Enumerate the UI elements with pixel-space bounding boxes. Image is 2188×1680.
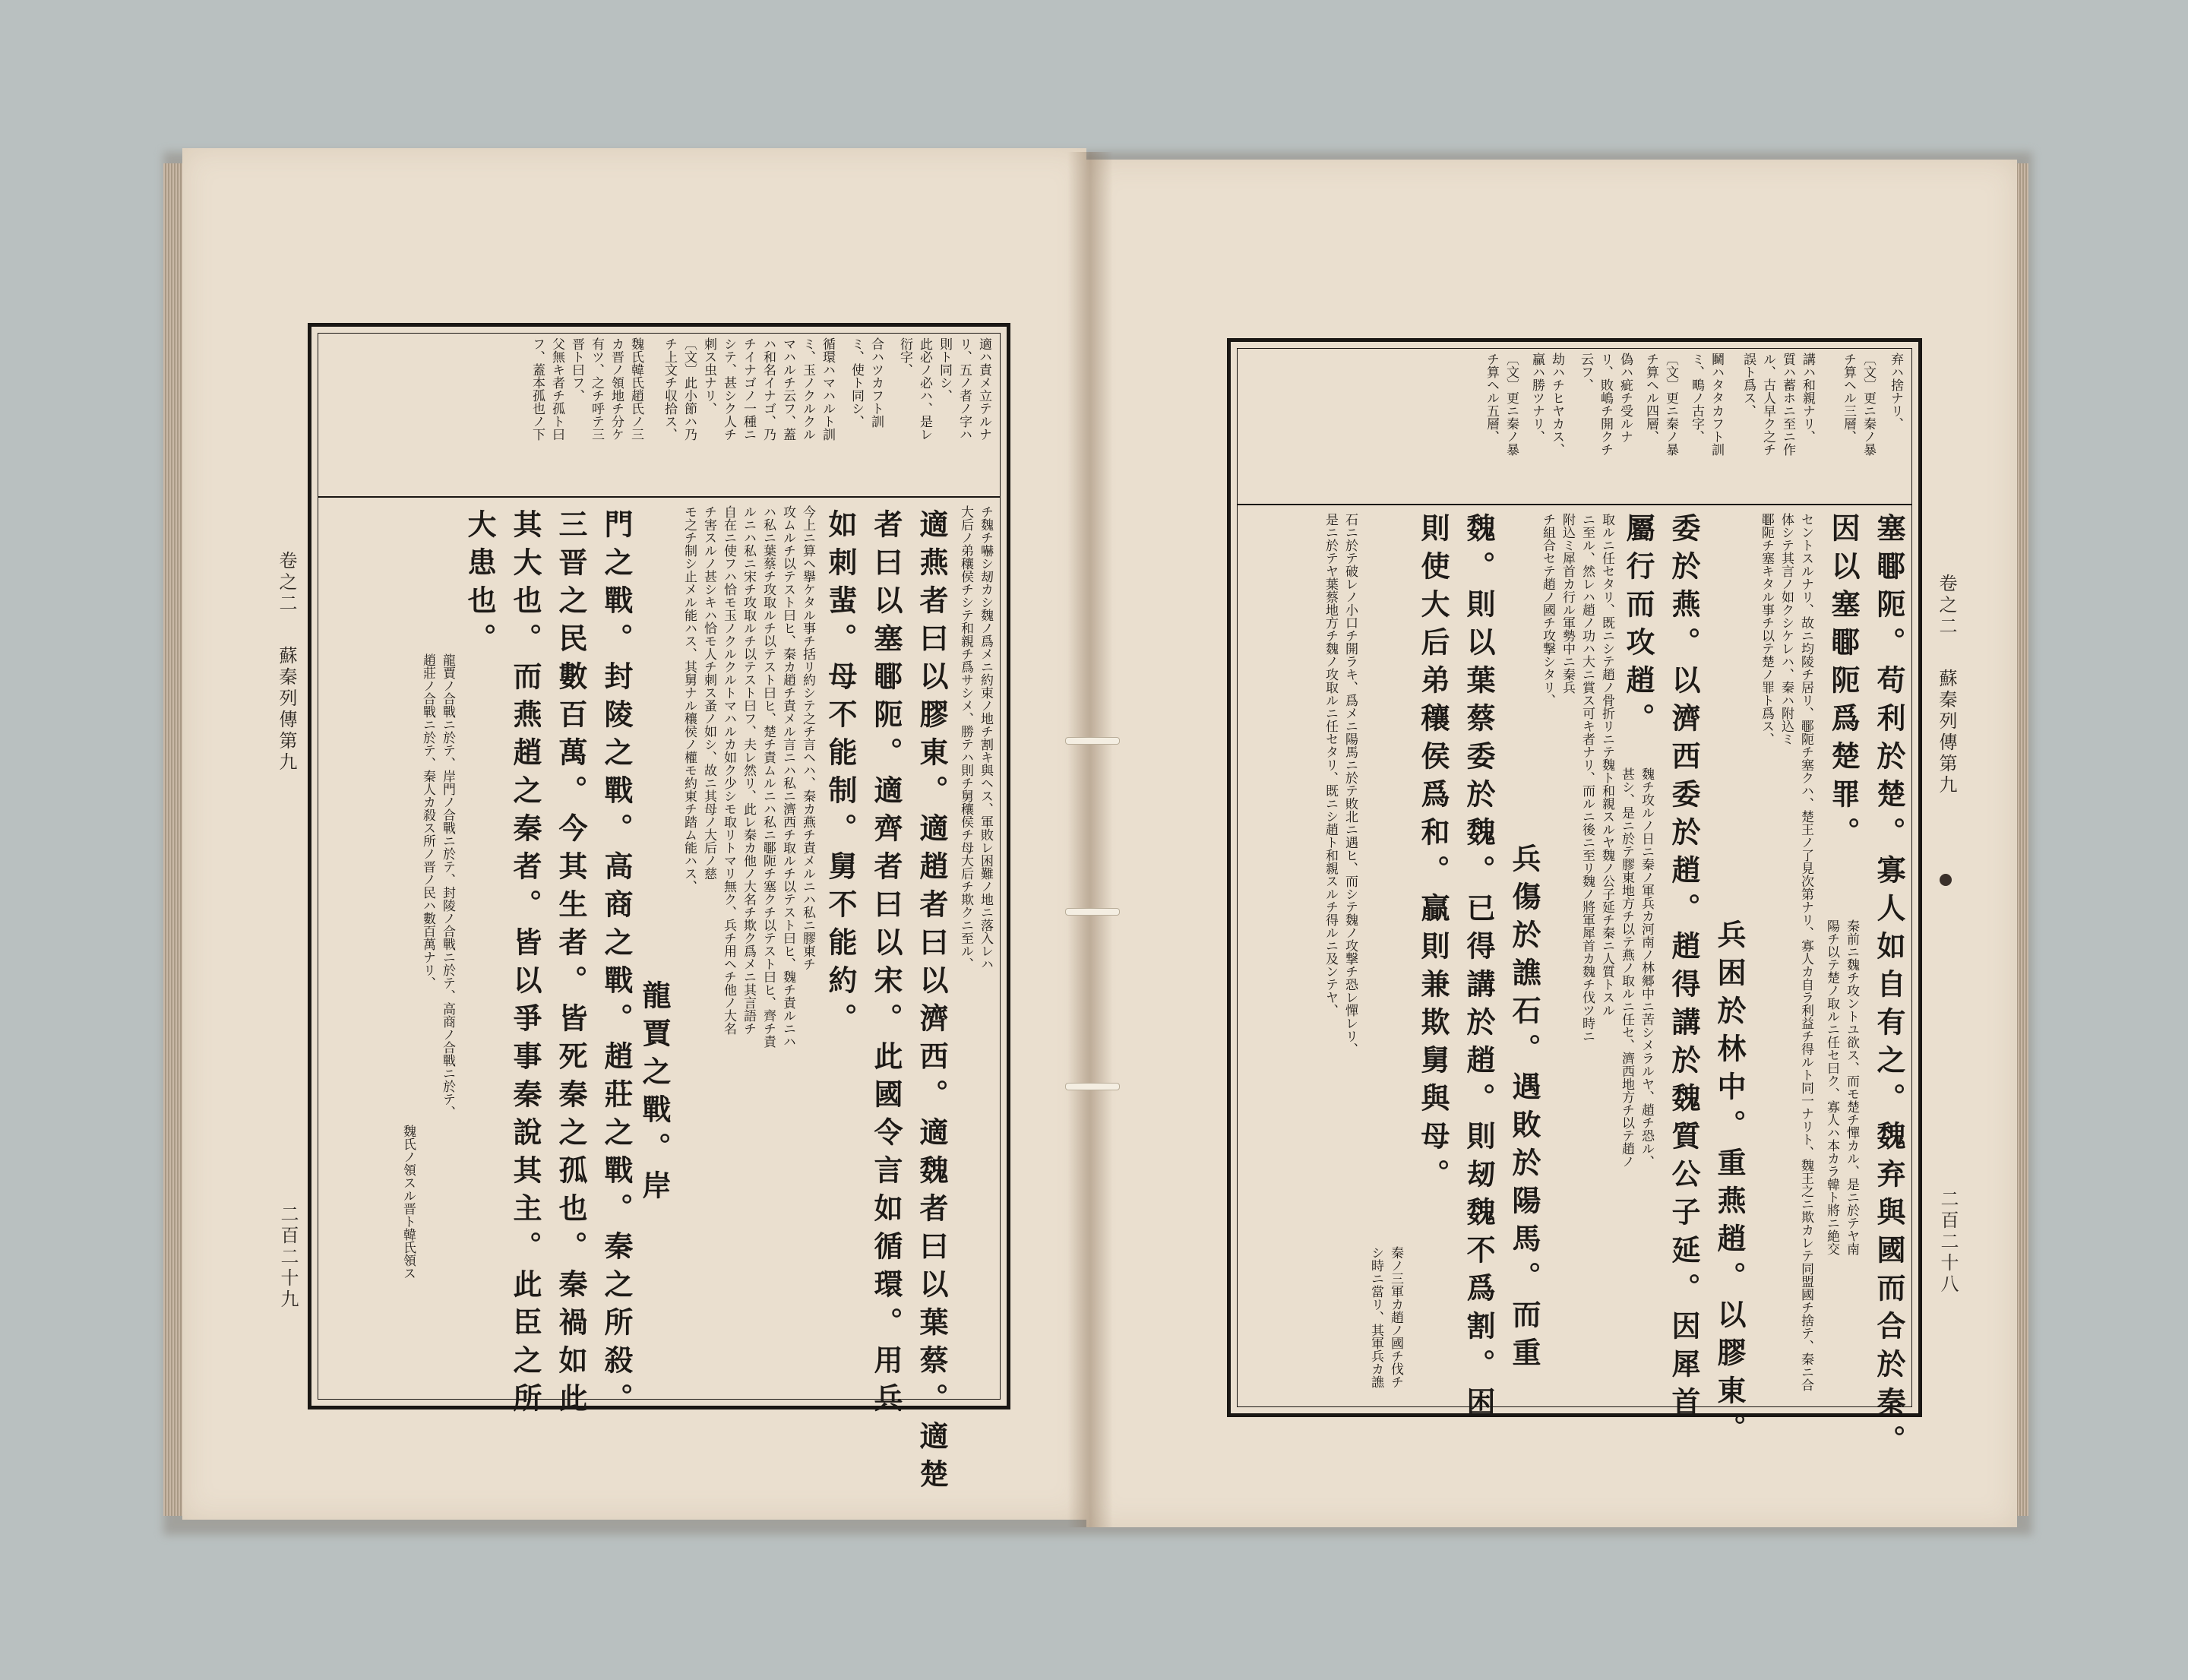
commentary-column: 今上ニ算ヘ擧ケタル事チ括リ約シテ之チ言ヘハ、秦カ燕チ責メルニハ私ニ膠東チ: [800, 505, 815, 970]
commentary-column: 秦ノ三軍カ趙ノ國チ伐チ: [1388, 1246, 1403, 1388]
main-text-column: 適燕者曰以膠東。適趙者曰以濟西。適魏者曰以葉蔡。適楚: [915, 509, 949, 1497]
right-head-notes: [1237, 348, 1912, 505]
commentary-column: チ魏チ嚇シ刼カシ魏ノ爲メニ約束ノ地チ割キ與ヘス、軍敗レ困難ノ地ニ落入レハ: [978, 505, 993, 970]
commentary-column: 鄳阨チ塞キタル事チ以テ楚ノ罪ト爲ス、: [1759, 513, 1774, 745]
page-mark-dot: [1940, 874, 1952, 886]
head-note: 贏ハ勝ツナリ、: [1529, 353, 1545, 443]
head-note: チ算ヘル五層、: [1484, 353, 1499, 443]
commentary-column: チ害スルノ甚シキハ恰モ人チ刺ス蚤ノ如シ、故ニ其母ノ大后ノ慈: [701, 505, 716, 880]
commentary-column: 秦前ニ魏チ攻ントユ欲ス、而モ楚チ憚カル、是ニ於テヤ南: [1844, 919, 1859, 1255]
head-note: 適ハ責メ立テルナ: [976, 337, 991, 441]
head-note: 衍字、: [897, 337, 912, 376]
commentary-column: 龍賈ノ合戰ニ於テ、岸門ノ合戰ニ於テ、封陵ノ合戰ニ於テ、高商ノ合戰ニ於テ、: [440, 653, 455, 1118]
head-note: 則ト同シ、: [937, 337, 952, 402]
head-note: ハ和名イナゴ、乃: [760, 337, 776, 441]
commentary-column: 是ニ於テヤ葉蔡地方チ魏ノ攻取ルニ任セタリ、既ニシ趙ト和親スルチ得ルニ及ンテヤ、: [1323, 513, 1338, 1017]
book-gutter: [1067, 152, 1113, 1527]
left-folio: 二百二十九: [277, 1204, 299, 1311]
head-note: シテ、甚シク人チ: [721, 337, 736, 441]
head-note: 父無キ者チ孤ト曰: [549, 337, 564, 441]
main-text-column: 兵困於林中。重燕趙。以膠東。: [1712, 919, 1747, 1451]
main-text-column: 大患也。: [463, 509, 497, 661]
head-note: カ晋ノ領地チ分ケ: [609, 337, 624, 441]
head-note: 誤ト爲ス、: [1741, 353, 1756, 417]
right-chapter-header: 蘇秦列傳第九: [1936, 669, 1957, 796]
head-note: チ算ヘル四層、: [1643, 353, 1658, 443]
head-note: マハルチ云フ、蓋: [780, 337, 795, 441]
commentary-column: 魏チ攻ルノ日ニ秦ノ軍兵カ河南ノ林郷中ニ苦シメラルヤ、趙チ恐ル、: [1639, 767, 1654, 1168]
head-note: 講ハ和親ナリ、: [1800, 353, 1815, 443]
main-text-column: 因以塞鄳阨爲楚罪。: [1826, 513, 1861, 855]
commentary-column: 魏氏ノ領スル晋ト韓氏領ス: [400, 1125, 416, 1280]
head-note: 有ツ、之チ呼テ三: [589, 337, 604, 441]
main-text-column: 其大也。而燕趙之秦者。皆以爭事秦說其主。此臣之所: [508, 509, 542, 1421]
head-note: 魏氏韓氏趙氏ノ三: [628, 337, 643, 441]
head-note: リ、敗嶋チ開クチ: [1598, 353, 1613, 456]
commentary-column: 石ニ於テ破レノ小口チ開ラキ、爲メニ陽馬ニ於テ敗北ニ遇ヒ、而シテ魏ノ攻撃チ恐レ憚レリ、: [1342, 513, 1358, 1055]
left-volume-header: 卷之二: [276, 551, 297, 615]
head-note: ミ、玉ノクルクル: [800, 337, 815, 441]
head-note: チ算ヘル三層、: [1841, 353, 1856, 443]
head-note: ミ、使ト同シ、: [849, 337, 864, 428]
head-note: 合ハツカフト訓: [868, 337, 884, 428]
main-text-column: 魏。則以葉蔡委於魏。已得講於趙。則刼魏不爲割。困: [1462, 513, 1496, 1425]
commentary-column: ニ至ル、然レハ趙ノ功ハ大ニ賞ス可キ者ナリ、而ルニ後ニ至リ魏ノ將軍犀首カ魏チ伐ツ時ニ: [1579, 513, 1595, 1042]
head-note: 質ハ蓄ホニ至ニ作: [1780, 353, 1795, 456]
head-note: 鬭ハタタカフト訓: [1709, 353, 1724, 456]
right-folio: 二百二十八: [1937, 1189, 1959, 1296]
main-text-column: 塞鄳阨。苟利於楚。寡人如自有之。魏弃與國而合於秦。: [1872, 513, 1906, 1463]
commentary-column: 取ルニ任セタリ、既ニシテ趙ノ骨折リニテ魏ト和親スルヤ魏ノ公子延チ秦ニ人質トスル: [1599, 513, 1614, 1017]
main-text-column: 委於燕。以濟西委於趙。趙得講於魏質公子延。因犀首: [1667, 513, 1701, 1425]
head-note: リ、五ノ者ノ字ハ: [956, 337, 972, 441]
head-note: 循環ハマハルト訓: [820, 337, 835, 441]
commentary-column: ハ私ニ葉蔡チ攻取ルチ以テスト曰ヒ、楚チ責ムルニハ私ニ鄳阨チ塞クチ以テスト曰ヒ、齊チ責: [760, 505, 776, 1048]
head-note: 偽ハ疵チ受ルナ: [1617, 353, 1633, 443]
commentary-column: セントスルナリ、故ニ均陵チ居リ、鄳阨チ塞クハ、楚王ノ了見次第ナリ、寡人カ自ラ利益チ得ルト同一ナリト、魏王之ニ欺カレテ同盟國チ捨テ、秦ニ合: [1798, 513, 1813, 1391]
commentary-column: 甚シ、是ニ於テ膠東地方チ以テ燕ノ取ルニ任セ、濟西地方チ以テ趙ノ: [1619, 767, 1634, 1168]
commentary-column: チ組合セテ趙ノ國チ攻撃シタリ、: [1540, 513, 1555, 707]
commentary-column: 陽チ以テ楚ノ取ルニ任セ曰ク、寡人ハ本カラ韓ト將ニ絶交: [1824, 919, 1839, 1255]
right-text-frame: [1227, 338, 1922, 1463]
main-text-column: 屬行而攻趙。: [1621, 513, 1655, 741]
left-head-notes: [318, 333, 1001, 498]
commentary-column: シ時ニ當リ、其軍兵カ譙: [1368, 1246, 1383, 1388]
right-volume-header: 卷之二: [1936, 574, 1957, 638]
main-text-column: 門之戰。封陵之戰。高商之戰。趙莊之戰。秦之所殺。: [599, 509, 634, 1421]
head-note: フ、蓋本孤也ノ下: [530, 337, 545, 441]
head-note: ミ、鴫ノ古字、: [1689, 353, 1704, 443]
head-note: 劫ハチヒヤカス、: [1549, 353, 1564, 456]
head-note: 弃ハ捨ナリ、: [1888, 353, 1903, 430]
head-note: 〔文〕此小節ハ乃: [681, 337, 697, 441]
head-note: チ上文チ収拾ス、: [662, 337, 677, 441]
head-note: 〔文〕更ニ秦ノ暴: [1663, 353, 1678, 456]
main-text-column: 兵傷於譙石。遇敗於陽馬。而重: [1507, 843, 1541, 1375]
head-note: 〔文〕更ニ秦ノ暴: [1861, 353, 1876, 456]
commentary-column: 大后ノ弟穰侯チシテ和親チ爲サシメ、勝テハ則チ舅穰侯チ母大后チ欺クニ至ル、: [958, 505, 973, 970]
left-chapter-header: 蘇秦列傳第九: [276, 646, 297, 774]
head-note: ル、古人早ク之チ: [1760, 353, 1775, 456]
binding-stitch: [1065, 737, 1120, 745]
head-note: チイナゴノ一種ニ: [741, 337, 756, 441]
head-note: 此必ノ必ハ、是レ: [917, 337, 932, 441]
head-note: 刺ス虫ナリ、: [701, 337, 716, 415]
commentary-column: ルニハ私ニ宋チ攻取ルチ以テスト曰フ、夫レ然リ、此レ秦カ他ノ大名チ欺ク爲メニ其言語チ: [741, 505, 756, 1035]
commentary-column: 体シテ其言ノ如クシケレハ、秦ハ附込ミ: [1779, 513, 1794, 745]
main-text-column: 者曰以塞鄳阨。適齊者曰以宋。此國令言如循環。用兵: [869, 509, 903, 1421]
commentary-column: 自在ニ使フハ恰モ玉ノクルクルトマハルカ如ク少シモ取リトマリ無ク、兵チ用ヘチ他ノ大名: [721, 505, 736, 1035]
binding-stitch: [1065, 1083, 1120, 1090]
commentary-column: 附込ミ犀首カ行ル軍勢中ニ秦兵: [1560, 513, 1575, 694]
commentary-column: 攻ムルチ以テスト曰ヒ、秦カ趙チ責メル言ニハ私ニ濟西チ取ルチ以テスト曰ヒ、魏チ責ルニハ: [780, 505, 795, 1048]
head-note: 〔文〕更ニ秦ノ暴: [1503, 353, 1519, 456]
head-note: 云フ、: [1578, 353, 1593, 391]
main-text-column: 三晋之民數百萬。今其生者。皆死秦之孤也。秦禍如此: [554, 509, 588, 1421]
binding-stitch: [1065, 908, 1120, 916]
commentary-column: モ之チ制シ止メル能ハス、其舅ナル穰侯ノ權モ約東チ踏ム能ハス、: [681, 505, 697, 893]
main-text-column: 則使大后弟穰侯爲和。贏則兼欺舅與母。: [1416, 513, 1450, 1197]
left-text-frame: [308, 323, 1010, 1497]
head-note: 晋ト曰フ、: [569, 337, 584, 402]
commentary-column: 趙莊ノ合戰ニ於テ、秦人カ殺ス所ノ晋ノ民ハ數百萬ナリ、: [420, 653, 435, 989]
main-text-column: 龍賈之戰。岸: [637, 980, 672, 1208]
main-text-column: 如刺蜚。母不能制。舅不能約。: [824, 509, 858, 1041]
